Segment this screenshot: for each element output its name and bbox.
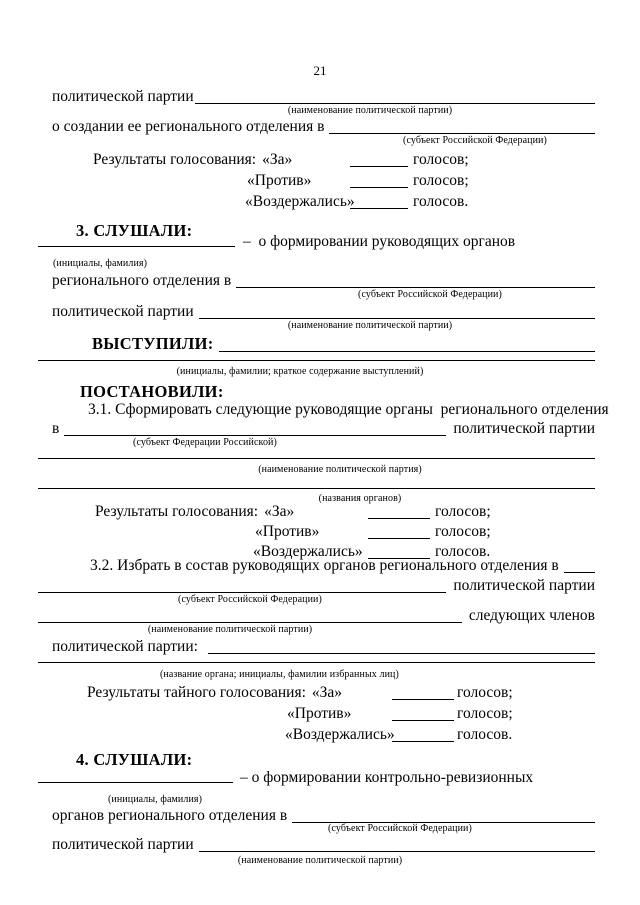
item-3-2-members-line: следующих членов bbox=[38, 607, 595, 625]
caption-rf-subject: (субъект Российской Федерации) bbox=[178, 594, 322, 605]
rule-line bbox=[38, 360, 595, 361]
caption-party-name-alt: (наименование политической партия) bbox=[258, 464, 422, 475]
caption-party-name: (наименование политической партии) bbox=[287, 320, 453, 331]
section-4-heading: 4. СЛУШАЛИ: bbox=[76, 750, 193, 769]
caption-initials-surname: (инициалы, фамилия) bbox=[107, 794, 203, 805]
votes-word: голосов. bbox=[457, 726, 513, 743]
vote-for-label: «За» bbox=[262, 151, 293, 168]
party-name-line: политической партии bbox=[52, 303, 595, 321]
blank-underline bbox=[564, 572, 595, 573]
votes-word: голосов; bbox=[457, 705, 513, 722]
vote-row-abstained bbox=[0, 193, 640, 213]
blank-underline bbox=[219, 351, 595, 352]
vote-count-blank bbox=[392, 684, 454, 700]
creation-label: о создании ее регионального отделения в bbox=[52, 118, 325, 135]
speaker-blank bbox=[38, 767, 233, 783]
vote-count-blank bbox=[350, 172, 408, 188]
votes-word: голосов. bbox=[413, 193, 469, 210]
blank-underline bbox=[199, 318, 595, 319]
rule-line bbox=[38, 488, 595, 489]
vote-count-blank bbox=[368, 523, 430, 539]
blank-underline bbox=[38, 592, 446, 593]
speaker-blank bbox=[38, 231, 235, 247]
vote-row-for bbox=[0, 151, 640, 171]
organs-regional-branch-line: органов регионального отделения в bbox=[52, 807, 595, 825]
votes-word: голосов; bbox=[435, 503, 491, 520]
party-members-line: политической партии: bbox=[52, 638, 595, 656]
vote-row-for bbox=[0, 503, 640, 523]
vote-for-label: «За» bbox=[264, 503, 295, 520]
vote-abstained-label: «Воздержались» bbox=[245, 193, 355, 210]
vote-count-blank bbox=[368, 503, 430, 519]
secret-vote-row-for bbox=[0, 684, 640, 704]
item-3-2: 3.2. Избрать в состав руководящих органов регионального отделения в bbox=[90, 557, 595, 575]
regional-branch-line: регионального отделения в bbox=[52, 272, 595, 290]
vote-for-label: «За» bbox=[311, 684, 343, 701]
creation-line bbox=[52, 118, 595, 136]
blank-underline bbox=[64, 435, 446, 436]
vote-abstained-label: «Воздержались» bbox=[253, 543, 363, 560]
item-3-2-subject-line: политической партии bbox=[38, 577, 595, 595]
caption-party-name: (наименование политической партии) bbox=[237, 855, 403, 866]
vote-against-label: «Против» bbox=[255, 523, 320, 540]
blank-underline bbox=[195, 103, 595, 104]
caption-organ-names: (названия органов) bbox=[318, 493, 402, 504]
vote-against-label: «Против» bbox=[287, 705, 352, 722]
votes-word: голосов; bbox=[413, 172, 469, 189]
blank-underline bbox=[236, 287, 595, 288]
vote-row-against bbox=[0, 523, 640, 543]
section-3-heading: 3. СЛУШАЛИ: bbox=[76, 221, 193, 240]
vote-count-blank bbox=[350, 151, 408, 167]
item-3-1: 3.1. Сформировать следующие руководящие органы регионального отделения bbox=[88, 401, 609, 418]
votes-word: голосов; bbox=[457, 684, 513, 701]
vote-against-label: «Против» bbox=[247, 172, 312, 189]
caption-rf-subject: (субъект Российской Федерации) bbox=[403, 135, 547, 146]
secret-vote-row-against bbox=[0, 705, 640, 725]
caption-organ-elected: (название органа; инициалы, фамилии избранных лиц) bbox=[160, 669, 399, 680]
vote-results-label: Результаты голосования: «За» bbox=[93, 151, 293, 168]
section-3-topic: – о формировании руководящих органов bbox=[243, 233, 516, 250]
blank-underline bbox=[199, 851, 595, 852]
blank-underline bbox=[38, 622, 462, 623]
votes-word: голосов; bbox=[435, 523, 491, 540]
secret-vote-row-abstained bbox=[0, 726, 640, 746]
rule-line bbox=[38, 458, 595, 459]
resolved-heading: ПОСТАНОВИЛИ: bbox=[80, 382, 224, 401]
caption-party-name: (наименование политической партии) bbox=[287, 105, 453, 116]
spoke-heading: ВЫСТУПИЛИ: bbox=[92, 334, 214, 353]
rule-line bbox=[38, 662, 595, 663]
caption-rf-subject: (субъект Российской Федерации) bbox=[328, 823, 472, 834]
votes-word: голосов. bbox=[435, 543, 491, 560]
section-4-topic: – о формировании контрольно-ревизионных bbox=[240, 769, 534, 786]
party-name-label: политической партии bbox=[52, 88, 194, 105]
party-name-line: политической партии bbox=[52, 836, 595, 854]
blank-underline bbox=[329, 133, 595, 134]
secret-vote-results-label: Результаты тайного голосования: «За» bbox=[87, 684, 343, 701]
vote-count-blank bbox=[350, 193, 408, 209]
caption-speeches: (инициалы, фамилии; краткое содержание выступлений) bbox=[176, 366, 424, 377]
caption-rf-subject: (субъект Российской Федерации) bbox=[358, 289, 502, 300]
spoke-line bbox=[92, 334, 595, 354]
caption-rf-subject-inverted: (субъект Федерации Российской) bbox=[133, 437, 277, 448]
item-3-1-subject-line: в политической партии bbox=[52, 420, 595, 437]
vote-row-against bbox=[0, 172, 640, 192]
caption-party-name: (наименование политической партии) bbox=[147, 624, 313, 635]
vote-count-blank bbox=[392, 705, 454, 721]
page-number: 21 bbox=[313, 63, 327, 78]
vote-count-blank bbox=[392, 726, 454, 742]
votes-word: голосов; bbox=[413, 151, 469, 168]
vote-abstained-label: «Воздержались» bbox=[285, 726, 395, 743]
party-name-line bbox=[52, 88, 595, 106]
vote-results-label: Результаты голосования: «За» bbox=[95, 503, 295, 520]
blank-underline bbox=[208, 653, 595, 654]
caption-initials-surname: (инициалы, фамилия) bbox=[52, 258, 148, 269]
